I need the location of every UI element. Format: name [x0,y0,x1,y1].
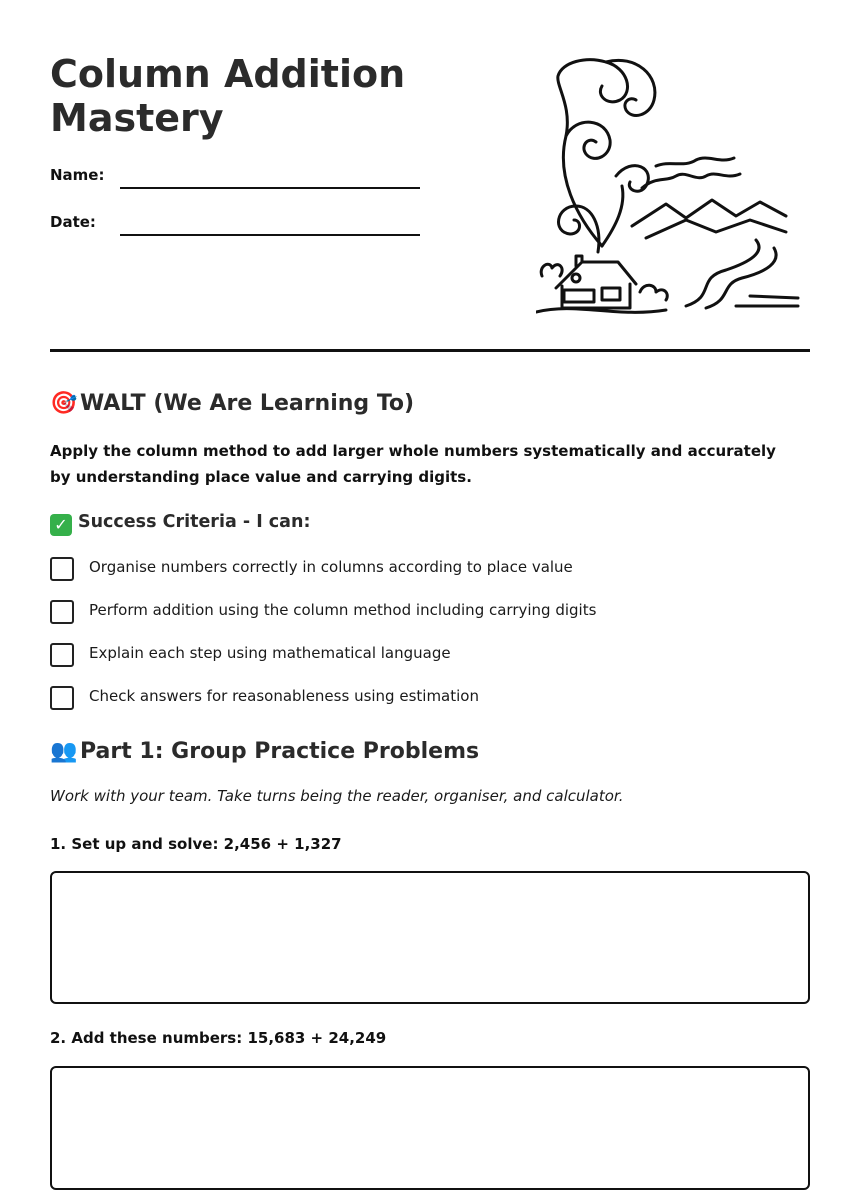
walt-heading [50,391,414,416]
answer-box-1[interactable] [50,871,810,1004]
name-write-line [120,187,420,189]
walt-heading-text: WALT (We Are Learning To) [80,391,415,416]
criteria-checkbox[interactable] [50,557,74,581]
question-1: 1. Set up and solve: 2,456 + 1,327 [50,835,342,853]
criteria-item[interactable] [50,557,790,583]
worksheet-title: Column Addition Mastery [50,52,406,140]
success-criteria-heading [50,512,310,536]
criteria-checkbox[interactable] [50,600,74,624]
name-label: Name: [50,166,105,184]
green-check-icon: ✓ [50,514,72,536]
header-divider [50,349,810,352]
date-field [50,213,420,243]
part1-heading [50,739,479,764]
name-field [50,166,420,196]
worksheet-page [50,0,810,1161]
criteria-text: Perform addition using the column method including carrying digits [89,601,597,619]
criteria-item[interactable] [50,643,790,669]
date-label: Date: [50,213,96,231]
criteria-checkbox[interactable] [50,686,74,710]
target-dart-icon: 🎯 [50,391,78,416]
criteria-item[interactable] [50,686,790,712]
answer-box-2[interactable] [50,1066,810,1190]
criteria-item[interactable] [50,600,790,626]
part1-instructions: Work with your team. Take turns being the reader, organiser, and calculator. [50,787,624,805]
cottage-landscape-illustration [536,56,802,316]
criteria-text: Check answers for reasonableness using estimation [89,687,479,705]
part1-heading-text: Part 1: Group Practice Problems [80,739,480,764]
question-2: 2. Add these numbers: 15,683 + 24,249 [50,1029,387,1047]
success-criteria-heading-text: Success Criteria - I can: [78,512,311,532]
date-write-line [120,234,420,236]
criteria-checkbox[interactable] [50,643,74,667]
people-icon: 👥 [50,739,78,764]
criteria-text: Explain each step using mathematical language [89,644,451,662]
criteria-text: Organise numbers correctly in columns according to place value [89,558,573,576]
walt-text: Apply the column method to add larger whole numbers systematically and accurately by understanding place value and carrying digits. [50,442,776,486]
